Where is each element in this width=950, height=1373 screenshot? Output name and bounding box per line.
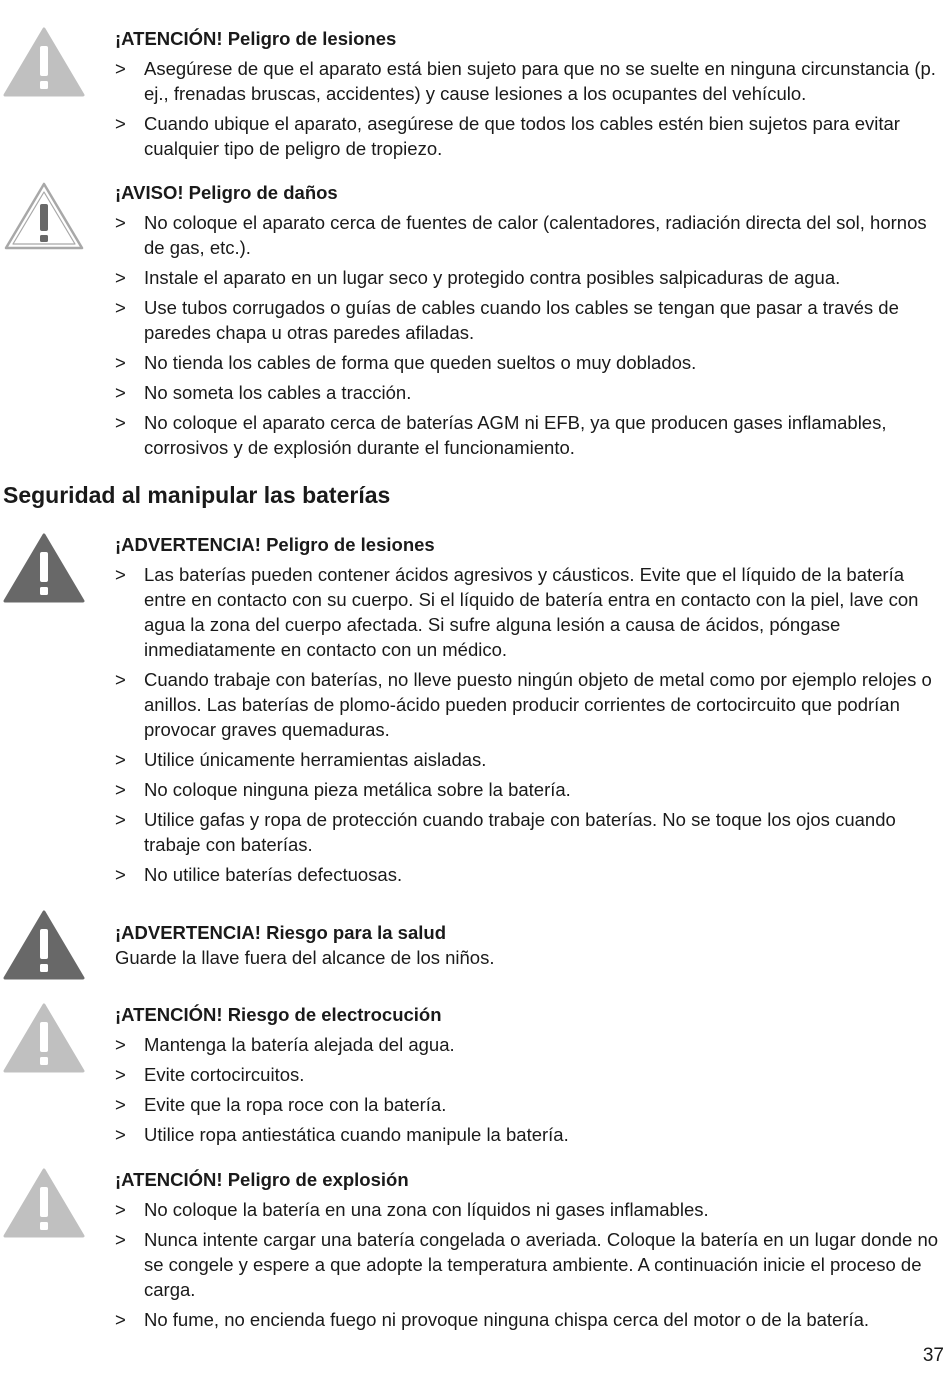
chevron-right-icon: > bbox=[115, 1094, 126, 1115]
chevron-right-icon: > bbox=[115, 297, 126, 318]
chevron-right-icon: > bbox=[115, 1229, 126, 1250]
warning-icon bbox=[3, 909, 85, 981]
list-item: > Nunca intente cargar una batería congelada o averiada. Coloque la batería en un lugar donde no se congele y espere a que adopte la temperatura ambiente. A continuación inicie el proceso de carga. bbox=[115, 1229, 939, 1300]
bullet-list bbox=[115, 562, 945, 887]
list-item: > Evite cortocircuitos. bbox=[115, 1064, 305, 1085]
list-item: > No tienda los cables de forma que queden sueltos o muy doblados. bbox=[115, 352, 697, 373]
chevron-right-icon: > bbox=[115, 58, 126, 79]
warning-title: ¡ADVERTENCIA! Peligro de lesiones bbox=[115, 534, 435, 555]
chevron-right-icon: > bbox=[115, 212, 126, 233]
chevron-right-icon: > bbox=[115, 809, 126, 830]
chevron-right-icon: > bbox=[115, 1199, 126, 1220]
list-item: > Las baterías pueden contener ácidos agresivos y cáusticos. Evite que el líquido de la batería entre en contacto con su cuerpo. Si el líquido de batería entra en contacto con la piel, lave con agua la zona del cuerpo afectada. Si sufre alguna lesión a causa de ácidos, póngase inmediatamente en contacto con un médico. bbox=[115, 564, 919, 660]
bullet-list bbox=[115, 1032, 945, 1147]
list-item: > No coloque la batería en una zona con líquidos ni gases inflamables. bbox=[115, 1199, 709, 1220]
chevron-right-icon: > bbox=[115, 1309, 126, 1330]
list-item: > No utilice baterías defectuosas. bbox=[115, 864, 403, 885]
chevron-right-icon: > bbox=[115, 749, 126, 770]
section-heading: Seguridad al manipular las baterías bbox=[3, 482, 391, 508]
warning-title: ¡ATENCIÓN! Peligro de explosión bbox=[115, 1169, 409, 1190]
list-item: > No coloque el aparato cerca de fuentes de calor (calentadores, radiación directa del sol, hornos de gas, etc.). bbox=[115, 212, 927, 258]
list-item: > Utilice gafas y ropa de protección cuando trabaje con baterías. No se toque los ojos cuando trabaje con baterías. bbox=[115, 809, 896, 855]
list-item: > Cuando trabaje con baterías, no lleve puesto ningún objeto de metal como por ejemplo relojes o anillos. Las baterías de plomo-ácido pueden producir corrientes de cortocircuito que podrían provocar graves quemaduras. bbox=[115, 669, 932, 740]
chevron-right-icon: > bbox=[115, 1124, 126, 1145]
warning-title: ¡ADVERTENCIA! Riesgo para la salud bbox=[115, 922, 447, 943]
list-item: > No coloque ninguna pieza metálica sobre la batería. bbox=[115, 779, 571, 800]
list-item: > Mantenga la batería alejada del agua. bbox=[115, 1034, 455, 1055]
list-item: > No coloque el aparato cerca de baterías AGM ni EFB, ya que producen gases inflamables, corrosivos y de explosión durante el funcionamiento. bbox=[115, 412, 887, 458]
list-item: > Evite que la ropa roce con la batería. bbox=[115, 1094, 447, 1115]
list-item: > Cuando ubique el aparato, asegúrese de que todos los cables estén bien sujetos para evitar cualquier tipo de peligro de tropiezo. bbox=[115, 113, 900, 159]
chevron-right-icon: > bbox=[115, 382, 126, 403]
warning-title: ¡ATENCIÓN! Peligro de lesiones bbox=[115, 28, 397, 49]
list-item: > Utilice ropa antiestática cuando manipule la batería. bbox=[115, 1124, 569, 1145]
bullet-list bbox=[115, 56, 945, 161]
chevron-right-icon: > bbox=[115, 1034, 126, 1055]
chevron-right-icon: > bbox=[115, 113, 126, 134]
chevron-right-icon: > bbox=[115, 352, 126, 373]
list-item: > Use tubos corrugados o guías de cables cuando los cables se tengan que pasar a través de paredes chapa u otras paredes afiladas. bbox=[115, 297, 899, 343]
warning-title: ¡AVISO! Peligro de daños bbox=[115, 182, 338, 203]
list-item: > Utilice únicamente herramientas aisladas. bbox=[115, 749, 487, 770]
list-item: > Asegúrese de que el aparato está bien sujeto para que no se suelte en ninguna circunstancia (p. ej., frenadas bruscas, accidentes) y cause lesiones a los ocupantes del vehículo. bbox=[115, 58, 936, 104]
warning-icon bbox=[3, 1002, 85, 1074]
bullet-list bbox=[115, 210, 945, 460]
warning-text: Guarde la llave fuera del alcance de los niños. bbox=[115, 947, 495, 968]
warning-icon bbox=[3, 532, 85, 604]
bullet-list bbox=[115, 1197, 945, 1332]
chevron-right-icon: > bbox=[115, 779, 126, 800]
chevron-right-icon: > bbox=[115, 1064, 126, 1085]
chevron-right-icon: > bbox=[115, 669, 126, 690]
chevron-right-icon: > bbox=[115, 564, 126, 585]
list-item: > Instale el aparato en un lugar seco y protegido contra posibles salpicaduras de agua. bbox=[115, 267, 841, 288]
chevron-right-icon: > bbox=[115, 267, 126, 288]
warning-icon bbox=[3, 26, 85, 98]
warning-title: ¡ATENCIÓN! Riesgo de electrocución bbox=[115, 1004, 442, 1025]
list-item: > No fume, no encienda fuego ni provoque ninguna chispa cerca del motor o de la batería. bbox=[115, 1309, 870, 1330]
chevron-right-icon: > bbox=[115, 412, 126, 433]
warning-icon bbox=[3, 1167, 85, 1239]
warning-outline-icon bbox=[3, 180, 85, 252]
chevron-right-icon: > bbox=[115, 864, 126, 885]
page-number: 37 bbox=[922, 1345, 944, 1366]
list-item: > No someta los cables a tracción. bbox=[115, 382, 412, 403]
